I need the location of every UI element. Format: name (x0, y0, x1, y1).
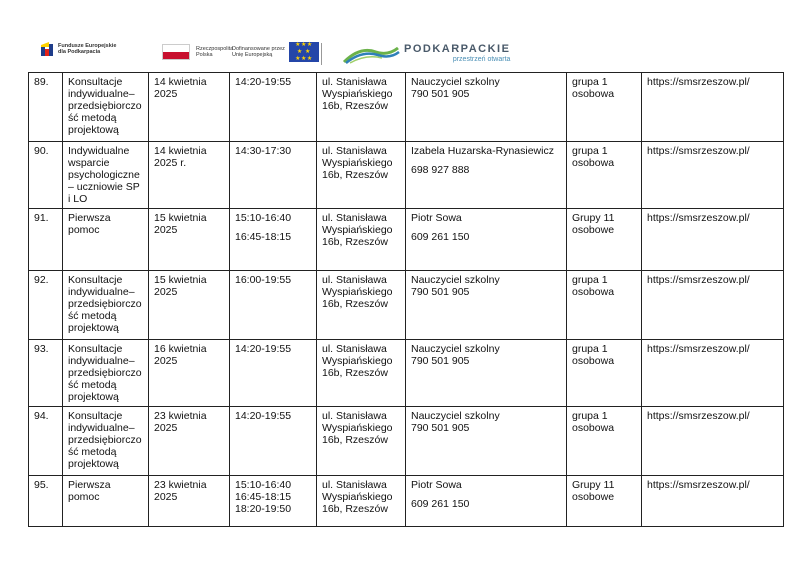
contact-cell (406, 142, 567, 209)
group-cell: grupa 1 osobowa (567, 271, 642, 340)
contact-cell-line: 609 261 150 (411, 231, 470, 243)
table-row (29, 209, 784, 271)
contact-cell-line: Izabela Huzarska-Rynasiewicz (411, 145, 554, 157)
contact-cell (406, 476, 567, 527)
activity-name-cell: Konsultacje indywidualne–przedsiębiorczość metodą projektową (63, 407, 149, 476)
time-cell-line: 16:45-18:15 (235, 491, 292, 503)
contact-cell-line: Piotr Sowa (411, 212, 462, 224)
pk-logo-name: PODKARPACKIE (404, 42, 511, 55)
place-cell: ul. Stanisława Wyspiańskiego 16b, Rzeszów (317, 142, 406, 209)
url-cell: https://smsrzeszow.pl/ (642, 142, 784, 209)
poland-flag-icon (162, 44, 190, 60)
time-cell (230, 209, 317, 271)
schedule-table-body (29, 73, 784, 527)
row-number-cell: 90. (29, 142, 63, 209)
group-cell: grupa 1 osobowa (567, 407, 642, 476)
table-row (29, 407, 784, 476)
eu-flag-icon: ★★★ ★ ★ ★★★ (289, 42, 319, 62)
url-cell: https://smsrzeszow.pl/ (642, 271, 784, 340)
url-cell: https://smsrzeszow.pl/ (642, 340, 784, 407)
contact-cell (406, 209, 567, 271)
group-cell: Grupy 11 osobowe (567, 209, 642, 271)
rp-logo-text: Rzeczpospolita Polska (196, 45, 234, 58)
place-cell: ul. Stanisława Wyspiańskiego 16b, Rzeszów (317, 209, 406, 271)
row-number-cell: 95. (29, 476, 63, 527)
row-number-cell: 89. (29, 73, 63, 142)
pk-logo-subtitle: przestrzeń otwarta (452, 55, 511, 63)
group-cell: grupa 1 osobowa (567, 73, 642, 142)
place-cell: ul. Stanisława Wyspiańskiego 16b, Rzeszów (317, 340, 406, 407)
podkarpackie-mountain-icon (342, 42, 400, 64)
time-cell (230, 340, 317, 407)
url-cell: https://smsrzeszow.pl/ (642, 407, 784, 476)
activity-name-cell: Indywidualne wsparcie psychologiczne – uczniowie SP i LO (63, 142, 149, 209)
table-row (29, 340, 784, 407)
eu-logo-text: Dofinansowane przez Unię Europejską (232, 45, 285, 58)
contact-cell-line: 790 501 905 (411, 88, 470, 100)
contact-cell-line: Nauczyciel szkolny (411, 410, 500, 422)
contact-cell-line: Nauczyciel szkolny (411, 274, 500, 286)
group-cell: grupa 1 osobowa (567, 340, 642, 407)
contact-cell-line: 698 927 888 (411, 164, 470, 176)
page-header (0, 0, 800, 72)
time-cell-line: 14:20-19:55 (235, 410, 292, 422)
activity-name-cell: Konsultacje indywidualne–przedsiębiorczość metodą projektową (63, 73, 149, 142)
schedule-table (28, 72, 784, 527)
time-cell-line: 15:10-16:40 (235, 479, 292, 491)
place-cell: ul. Stanisława Wyspiańskiego 16b, Rzeszów (317, 476, 406, 527)
logo-divider (321, 43, 322, 65)
time-cell-line: 18:20-19:50 (235, 503, 292, 515)
fe-logo-text: Fundusze Europejskie dla Podkarpacia (58, 42, 117, 55)
group-cell: Grupy 11 osobowe (567, 476, 642, 527)
date-cell: 15 kwietnia 2025 (149, 271, 230, 340)
place-cell: ul. Stanisława Wyspiańskiego 16b, Rzeszów (317, 407, 406, 476)
date-cell: 16 kwietnia 2025 (149, 340, 230, 407)
time-cell (230, 476, 317, 527)
time-cell-line: 16:00-19:55 (235, 274, 292, 286)
activity-name-cell: Pierwsza pomoc (63, 476, 149, 527)
time-cell-line: 14:20-19:55 (235, 343, 292, 355)
time-cell (230, 407, 317, 476)
fe-flag-icon (40, 41, 54, 57)
activity-name-cell: Konsultacje indywidualne–przedsiębiorczość metodą projektową (63, 271, 149, 340)
group-cell: grupa 1 osobowa (567, 142, 642, 209)
fundusze-europejskie-logo (40, 41, 116, 57)
activity-name-cell: Pierwsza pomoc (63, 209, 149, 271)
row-number-cell: 93. (29, 340, 63, 407)
contact-cell-line: 790 501 905 (411, 355, 470, 367)
place-cell: ul. Stanisława Wyspiańskiego 16b, Rzeszów (317, 271, 406, 340)
time-cell-line: 15:10-16:40 (235, 212, 292, 224)
table-row (29, 142, 784, 209)
table-row (29, 271, 784, 340)
contact-cell (406, 271, 567, 340)
table-row (29, 476, 784, 527)
eu-logo (232, 42, 319, 62)
url-cell: https://smsrzeszow.pl/ (642, 476, 784, 527)
date-cell: 14 kwietnia 2025 r. (149, 142, 230, 209)
row-number-cell: 92. (29, 271, 63, 340)
rzeczpospolita-polska-logo (162, 44, 233, 60)
podkarpackie-logo (342, 42, 510, 64)
time-cell (230, 271, 317, 340)
date-cell: 23 kwietnia 2025 (149, 407, 230, 476)
time-cell-line: 14:20-19:55 (235, 76, 292, 88)
table-row (29, 73, 784, 142)
time-cell-line: 14:30-17:30 (235, 145, 292, 157)
activity-name-cell: Konsultacje indywidualne–przedsiębiorczość metodą projektową (63, 340, 149, 407)
time-cell (230, 142, 317, 209)
row-number-cell: 91. (29, 209, 63, 271)
contact-cell-line: 790 501 905 (411, 286, 470, 298)
contact-cell-line: 609 261 150 (411, 498, 470, 510)
contact-cell-line: Piotr Sowa (411, 479, 462, 491)
url-cell: https://smsrzeszow.pl/ (642, 73, 784, 142)
time-cell (230, 73, 317, 142)
date-cell: 15 kwietnia 2025 (149, 209, 230, 271)
url-cell: https://smsrzeszow.pl/ (642, 209, 784, 271)
contact-cell-line: Nauczyciel szkolny (411, 343, 500, 355)
contact-cell-line: 790 501 905 (411, 422, 470, 434)
contact-cell-line: Nauczyciel szkolny (411, 76, 500, 88)
row-number-cell: 94. (29, 407, 63, 476)
date-cell: 23 kwietnia 2025 (149, 476, 230, 527)
place-cell: ul. Stanisława Wyspiańskiego 16b, Rzeszów (317, 73, 406, 142)
contact-cell (406, 73, 567, 142)
time-cell-line: 16:45-18:15 (235, 231, 292, 243)
contact-cell (406, 340, 567, 407)
date-cell: 14 kwietnia 2025 (149, 73, 230, 142)
contact-cell (406, 407, 567, 476)
